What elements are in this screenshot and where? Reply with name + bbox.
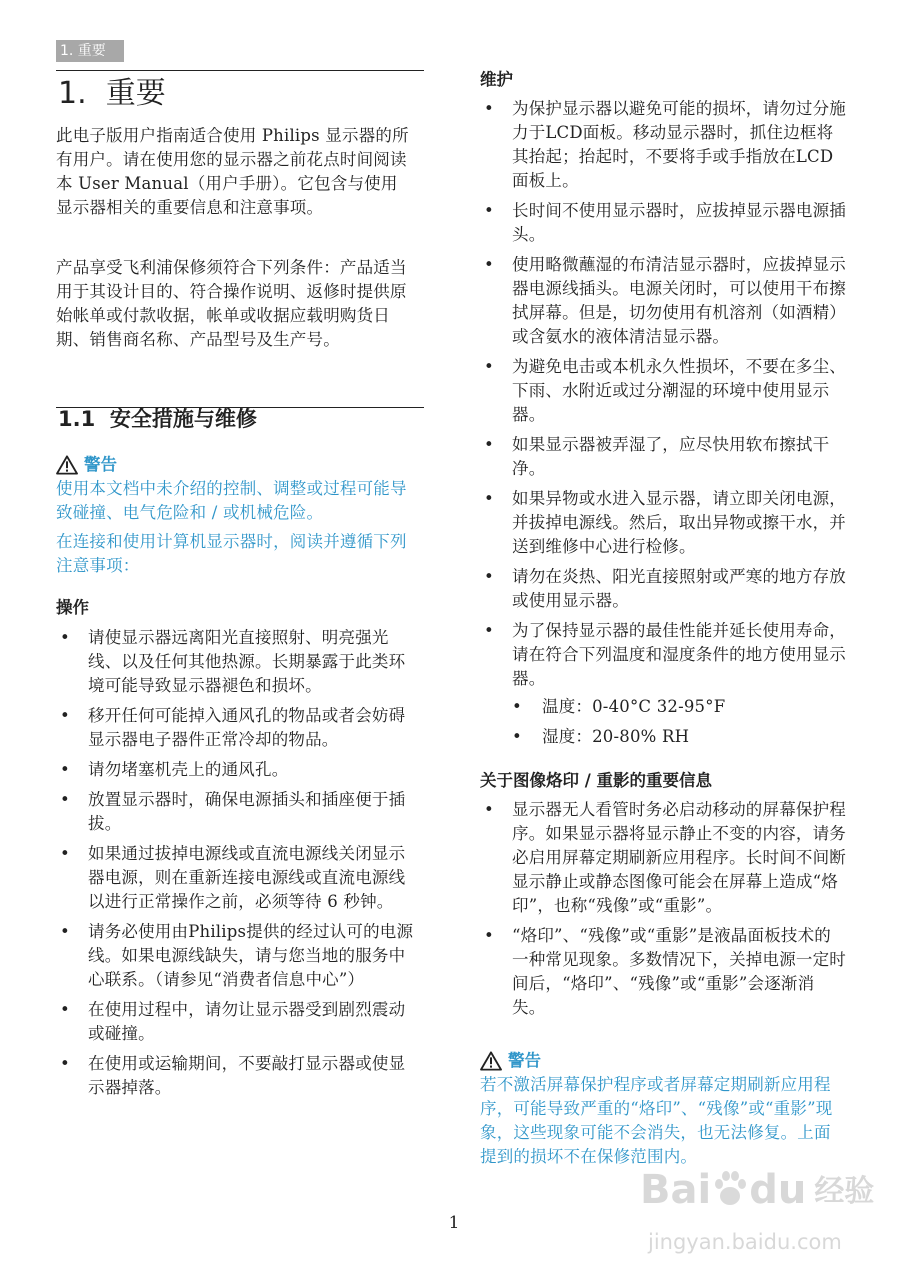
bullet-dot-icon: • (484, 357, 494, 376)
bullet-dot-icon: • (60, 922, 70, 941)
paw-icon (713, 1170, 747, 1208)
bullet-dot-icon: • (484, 926, 494, 945)
list-item: • 如果异物或水进入显示器，请立即关闭电源，并拔掉电源线。然后，取出异物或擦干水，并送到维修中心进行检修。 (484, 489, 846, 556)
bullet-dot-icon: • (60, 760, 70, 779)
bullet-dot-icon: • (484, 435, 494, 454)
warning-title-text-1: 警告 (84, 455, 117, 474)
warning-text-1a: 使用本文档中未介绍的控制、调整或过程可能导致碰撞、电气危险和 / 或机械危险。 (56, 479, 407, 522)
list-item: • 显示器无人看管时务必启动移动的屏幕保护程序。如果显示器将显示静止不变的内容，请务必启用屏幕定期刷新应用程序。长时间不间断显示静止或静态图像可能会在屏幕上造成“烙印”，也称“残像”或“重影”。 (484, 800, 846, 915)
watermark-brand-tail: du (749, 1167, 807, 1213)
page-title (58, 76, 166, 112)
section-heading (58, 405, 257, 433)
list-item: • 在使用过程中，请勿让显示器受到剧烈震动或碰撞。 (60, 1000, 406, 1043)
list-item: • 请勿在炎热、阳光直接照射或严寒的地方存放或使用显示器。 (484, 567, 846, 610)
section-title: 安全措施与维修 (109, 407, 257, 431)
intro-paragraph-2: 产品享受飞利浦保修须符合下列条件：产品适当用于其设计目的、符合操作说明、返修时提供原始帐单或付款收据，帐单或收据应载明购货日期、销售商名称、产品型号及生产号。 (56, 258, 407, 349)
bullet-dot-icon: • (60, 844, 70, 863)
section-number: 1.1 (58, 407, 96, 431)
operation-section (56, 596, 420, 1106)
watermark-cn: 经验 (814, 1174, 875, 1209)
watermark-brand: Bai (640, 1167, 712, 1213)
warning-box-1 (56, 453, 418, 578)
watermark-url: jingyan.baidu.com (648, 1230, 842, 1254)
warning-text-1b: 在连接和使用计算机显示器时，阅读并遵循下列注意事项： (56, 532, 407, 575)
list-item: • 温度：0-40°C 32-95°F (512, 695, 846, 719)
warning-title-1 (56, 453, 418, 477)
page-number: 1 (448, 1213, 460, 1233)
header-rule (56, 70, 424, 71)
maintenance-heading: 维护 (480, 70, 513, 89)
bullet-dot-icon: • (484, 567, 494, 586)
list-item: • “烙印”、“残像”或“重影”是液晶面板技术的一种常见现象。多数情况下，关掉电源一定时间后，“烙印”、“残像”或“重影”会逐渐消失。 (484, 926, 846, 1017)
list-item: • 放置显示器时，确保电源插头和插座便于插拔。 (60, 790, 406, 833)
bullet-dot-icon: • (484, 255, 494, 274)
bullet-dot-icon: • (512, 697, 522, 716)
list-item: • 在使用或运输期间，不要敲打显示器或使显示器掉落。 (60, 1054, 406, 1097)
bullet-dot-icon: • (484, 99, 494, 118)
bullet-dot-icon: • (512, 727, 522, 746)
operation-list (56, 626, 420, 1100)
list-item: • 移开任何可能掉入通风孔的物品或者会妨碍显示器电子器件正常冷却的物品。 (60, 706, 406, 749)
bullet-dot-icon: • (60, 1054, 70, 1073)
bullet-dot-icon: • (60, 706, 70, 725)
bullet-dot-icon: • (484, 800, 494, 819)
bullet-dot-icon: • (484, 201, 494, 220)
list-item: • 请使显示器远离阳光直接照射、明亮强光线、以及任何其他热源。长期暴露于此类环境可能导致显示器褪色和损坏。 (60, 628, 406, 695)
bullet-dot-icon: • (60, 790, 70, 809)
list-item: • 湿度：20-80% RH (512, 725, 846, 749)
list-item: • 如果通过拔掉电源线或直流电源线关闭显示器电源，则在重新连接电源线或直流电源线以进行正常操作之前，必须等待 6 秒钟。 (60, 844, 406, 911)
operation-heading: 操作 (56, 598, 89, 617)
baidu-watermark (640, 1160, 880, 1270)
warning-triangle-icon (480, 1051, 502, 1071)
header-tab: 1. 重要 (56, 40, 124, 62)
intro-paragraph-1: 此电子版用户指南适合使用 Philips 显示器的所有用户。请在使用您的显示器之前花点时间阅读本 User Manual（用户手册）。它包含与使用显示器相关的重要信息和注意事项。 (56, 126, 409, 217)
maintenance-list (480, 97, 846, 749)
bullet-dot-icon: • (484, 621, 494, 640)
warning-title-2 (480, 1049, 840, 1073)
bullet-dot-icon: • (484, 489, 494, 508)
bullet-dot-icon: • (60, 1000, 70, 1019)
maintenance-section (480, 68, 846, 755)
warning-title-text-2: 警告 (508, 1051, 541, 1070)
title-text: 重要 (105, 76, 166, 111)
list-item: • 为了保持显示器的最佳性能并延长使用寿命，请在符合下列温度和湿度条件的地方使用显示器。 • 温度：0-40°C 32-95°F • 湿度：20-80% RH (480, 619, 846, 749)
list-item: • 使用略微蘸湿的布清洁显示器时，应拔掉显示器电源线插头。电源关闭时，可以使用干布擦拭屏幕。但是，切勿使用有机溶剂（如酒精）或含氨水的液体清洁显示器。 (484, 255, 846, 346)
list-item: • 请务必使用由Philips提供的经过认可的电源线。如果电源线缺失，请与您当地的服务中心联系。（请参见“消费者信息中心”） (60, 922, 414, 989)
conditions-list (512, 695, 846, 749)
warning-triangle-icon (56, 455, 78, 475)
list-item: • 长时间不使用显示器时，应拔掉显示器电源插头。 (484, 201, 846, 244)
bullet-dot-icon: • (60, 628, 70, 647)
warning-box-2 (480, 1049, 840, 1169)
burnin-heading: 关于图像烙印 / 重影的重要信息 (480, 771, 713, 790)
title-number: 1. (58, 76, 87, 111)
list-item: • 为避免电击或本机永久性损坏，不要在多尘、下雨、水附近或过分潮湿的环境中使用显示器。 (484, 357, 846, 424)
burnin-list (480, 798, 846, 1020)
list-item: • 为保护显示器以避免可能的损坏，请勿过分施力于LCD面板。移动显示器时，抓住边框将其抬起；抬起时，不要将手或手指放在LCD面板上。 (484, 99, 846, 190)
list-item: • 如果显示器被弄湿了，应尽快用软布擦拭干净。 (484, 435, 830, 478)
burnin-section (480, 769, 846, 1026)
warning-text-2: 若不激活屏幕保护程序或者屏幕定期刷新应用程序，可能导致严重的“烙印”、“残像”或“重影”现象，这些现象可能不会消失，也无法修复。上面提到的损坏不在保修范围内。 (480, 1075, 833, 1166)
list-item: • 请勿堵塞机壳上的通风孔。 (56, 758, 420, 782)
